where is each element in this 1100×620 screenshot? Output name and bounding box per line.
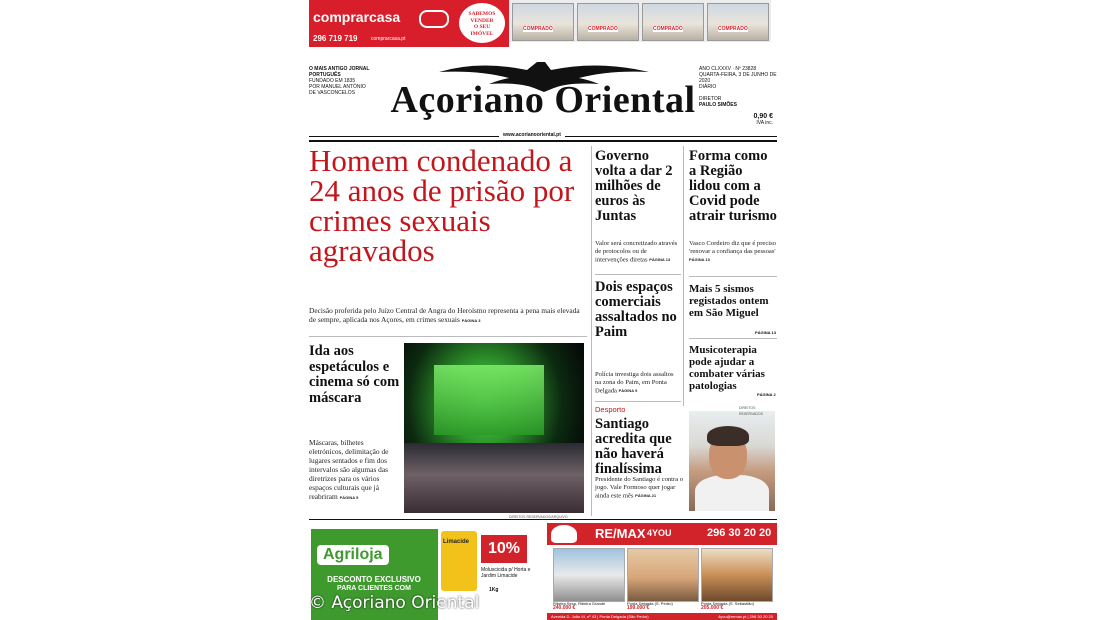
paim-summary-text: Polícia investiga dois assaltos na zona do Paim, em Ponta Delgada — [595, 371, 674, 395]
listing — [627, 601, 697, 611]
page-ref: PÁGINA 21 — [635, 493, 657, 498]
vat-note: IVA inc. — [756, 120, 773, 126]
page-ref: PÁGINA 9 — [618, 388, 638, 393]
sold-tag: COMPRADO — [653, 26, 683, 32]
juntas-headline[interactable]: Governo volta a dar 2 milhões de euros às Juntas — [595, 148, 673, 224]
product-description: Moluscicida p/ Horta e Jardim Limacide — [481, 567, 531, 579]
ad-phone: 296 719 719 — [313, 34, 358, 43]
remax-phone: 296 30 20 20 — [707, 527, 772, 539]
section-label-sport[interactable]: Desporto — [595, 405, 626, 414]
paim-headline[interactable]: Dois espaços comerciais assaltados no Paim — [595, 279, 677, 340]
listing-place: Ponta Delgada (S. Sebastião) — [701, 601, 754, 606]
badge-line: VENDER — [470, 17, 494, 24]
listing — [701, 601, 771, 611]
divider — [689, 338, 777, 339]
divider — [595, 274, 681, 275]
price: 0,90 € — [753, 113, 773, 120]
tagline: O MAIS ANTIGO JORNAL PORTUGUÊS — [309, 66, 370, 78]
website-link[interactable]: www.acorianooriental.pt — [499, 132, 565, 138]
bottom-rule — [309, 519, 777, 520]
house-icon — [419, 10, 449, 28]
product-name: Limacide — [443, 539, 470, 545]
juntas-summary — [595, 240, 681, 265]
limacide-product — [441, 531, 477, 591]
shows-summary-text: Máscaras, bilhetes eletrónicos, delimitação de lugares sentados e fim dos intervalos são algumas das diretrizes para os vários espaços culturais que já reabriram — [309, 438, 389, 501]
balloon-logo-icon — [551, 525, 577, 543]
lit-building — [434, 365, 544, 435]
column-divider — [591, 146, 592, 516]
badge-line: SABEMOS — [468, 11, 496, 17]
top-advertisement[interactable] — [309, 0, 769, 47]
shows-headline[interactable]: Ida aos espetáculos e cinema só com máscara — [309, 343, 400, 406]
founder-line: POR MANUEL ANTÓNIO — [309, 84, 366, 90]
column-divider — [683, 146, 684, 406]
region-headline[interactable]: Forma como a Região lidou com a Covid pode atrair turismo — [689, 148, 777, 224]
sold-tag: COMPRADO — [588, 26, 618, 32]
copyright-watermark: © Açoriano Oriental — [309, 593, 480, 613]
shirt — [695, 475, 769, 511]
listing-photo — [701, 548, 773, 602]
page-ref: PÁGINA 2 — [757, 392, 776, 397]
juntas-summary-text: Valor será concretizado através de protocolos ou de intervenções diretas — [595, 240, 678, 264]
badge-line: O SEU — [473, 24, 491, 30]
page-ref: PÁGINA 3 — [461, 317, 481, 323]
concert-photo — [404, 343, 584, 513]
director-name: PAULO SIMÕES — [699, 102, 737, 108]
lead-headline[interactable]: Homem condenado a 24 anos de prisão por crimes sexuais agravados — [309, 143, 575, 268]
divider — [595, 401, 681, 402]
listing-price: 240.000 € — [553, 605, 576, 611]
ad-brand: comprarcasa — [313, 9, 401, 25]
discount-badge: 10% — [481, 535, 527, 563]
house-photo — [707, 3, 769, 41]
badge-line: IMÓVEL — [470, 30, 494, 37]
hair — [707, 426, 749, 446]
crowd — [404, 443, 584, 513]
house-photo — [577, 3, 639, 41]
remax-email: 4you@remax.pt | 296 30 20 20 — [718, 614, 773, 619]
house-photo — [642, 3, 704, 41]
page-ref: PÁGINA 10 — [689, 257, 710, 262]
remax-footer — [547, 613, 777, 620]
sold-tag: COMPRADO — [523, 26, 553, 32]
masthead-title[interactable]: Açoriano Oriental — [390, 79, 696, 121]
photo-credit: DIREITOS RESERVADOS — [739, 406, 763, 416]
listing — [553, 601, 623, 611]
listing-photo — [627, 548, 699, 602]
newspaper-front-page — [309, 0, 777, 620]
sport-summary-text: Presidente do Santiago é contra o jogo. Vale Formoso quer jogar ainda este mês — [595, 476, 684, 500]
agriloja-offer-line1: DESCONTO EXCLUSIVO — [327, 575, 421, 584]
house-photo — [512, 3, 574, 41]
player-portrait-photo — [689, 411, 775, 511]
region-summary-text: Vasco Cordeiro diz que é preciso 'renovar a confiança das pessoas' — [689, 240, 776, 255]
sport-headline[interactable]: Santiago acredita que não haverá finalíssima — [595, 416, 672, 477]
divider — [309, 336, 587, 337]
director-label: DIRETOR — [699, 96, 722, 102]
lead-summary-text: Decisão proferida pelo Juízo Central de Angra do Heroísmo representa a pena mais elevada de sempre, aplicada nos Açores, em crimes sexuais — [309, 306, 580, 324]
remax-address: Avenida D. João III, nº 43 | Ponta Delgada (São Pedro) — [551, 614, 649, 619]
remax-ad[interactable] — [547, 523, 777, 620]
page-ref: PÁGINA 5 — [339, 494, 359, 500]
agriloja-offer-line2: PARA CLIENTES COM — [337, 585, 411, 592]
music-headline[interactable]: Musicoterapia pode ajudar a combater várias patologias — [689, 344, 765, 392]
founder-line: DE VASCONCELOS — [309, 90, 356, 96]
ad-badge — [459, 3, 505, 43]
listing-place: Ribeira Seca, Ribeira Grande — [553, 601, 606, 606]
masthead-rule — [309, 140, 777, 142]
photo-credit: DIREITOS RESERVADOS/ARQUIVO — [509, 515, 568, 519]
shows-summary — [309, 438, 399, 502]
issue-number: ANO CLXXXV · Nº 23828 — [699, 66, 757, 72]
sismos-headline[interactable]: Mais 5 sismos registados ontem em São Miguel — [689, 283, 769, 319]
ad-url: comprarcasa.pt — [371, 36, 406, 42]
issue-date: QUARTA-FEIRA, 3 DE JUNHO DE 2020 — [699, 72, 777, 84]
remax-header — [547, 523, 777, 545]
sold-tag: COMPRADO — [718, 26, 748, 32]
page-ref: PÁGINA 13 — [755, 330, 776, 335]
listing-price: 199.000 € — [627, 605, 650, 611]
page-ref: PÁGINA 13 — [649, 257, 671, 262]
frequency: DIÁRIO — [699, 84, 717, 90]
divider — [689, 276, 777, 277]
listing-photo — [553, 548, 625, 602]
ad-photo-strip — [509, 0, 771, 42]
listing-price: 205.000 € — [701, 605, 724, 611]
agriloja-logo: Agriloja — [317, 545, 389, 565]
paim-summary — [595, 371, 681, 396]
lead-summary — [309, 306, 587, 325]
product-size: 1Kg — [489, 587, 499, 593]
remax-agency: 4YOU — [647, 528, 672, 538]
region-summary — [689, 240, 777, 265]
remax-brand: RE/MAX — [595, 526, 646, 541]
sport-summary — [595, 476, 685, 501]
comprarcasa-ad[interactable] — [309, 0, 509, 47]
founded: FUNDADO EM 1835 — [309, 78, 356, 84]
listing-place: Ponta Delgada (S. Pedro) — [627, 601, 673, 606]
masthead-right — [699, 66, 777, 126]
